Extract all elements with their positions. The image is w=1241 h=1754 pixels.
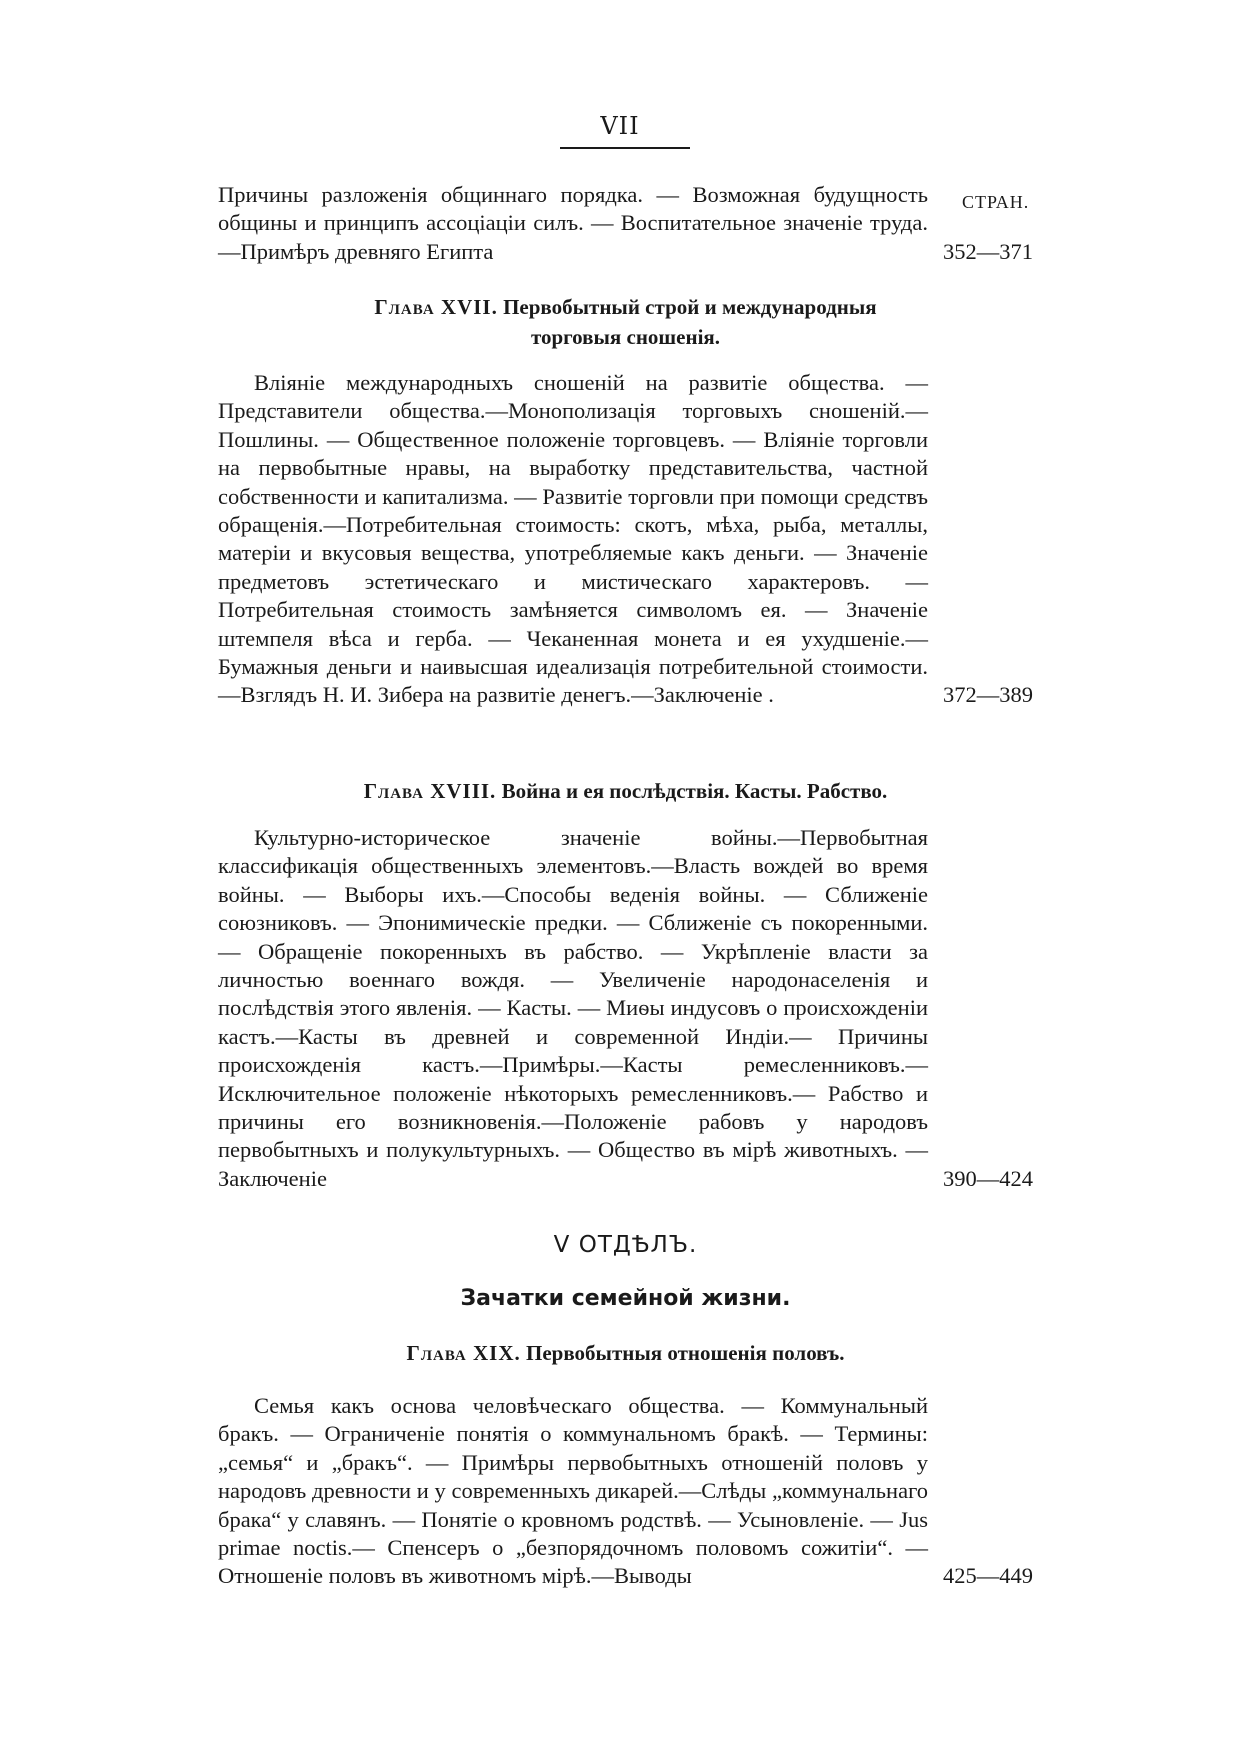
chapter-label: Глава XVII. xyxy=(374,295,498,319)
chapter-heading xyxy=(218,292,1033,352)
entry-text: Вліяніе международныхъ сношеній на развитіе общества. — Представители общества.—Монополизація торговыхъ сношеній.— Пошлины. — Общественное положеніе торговцевъ. — Вліяніе торговли на первобытные нравы, на выработку представительства, частной собственности и капитализма. — Развитіе торговли при помощи средствъ обращенія.—Потребительная стоимость: скотъ, мѣха, рыба, металлы, матеріи и вкусовыя вещества, употребляемые какъ деньги. — Значеніе предметовъ эстетическаго и мистическаго характеровъ. — Потребительная стоимость замѣняется символомъ ея. — Значеніе штемпеля вѣса и герба. — Чеканенная монета и ея ухудшеніе.—Бумажныя деньги и наивысшая идеализація потребительной стоимости.—Взглядъ Н. И. Зибера на развитіе денегъ.—Заключеніе . xyxy=(218,370,928,708)
section-title: V ОТДѢЛЪ. xyxy=(553,1232,698,1258)
chapter-heading xyxy=(218,776,1033,806)
page-number-rule xyxy=(560,147,690,149)
column-header: СТРАН. xyxy=(962,192,1030,212)
toc-entry xyxy=(218,369,1033,710)
toc-entry xyxy=(218,1392,1033,1591)
entry-pages: 352—371 xyxy=(943,238,1033,264)
entry-pages: 425—449 xyxy=(943,1563,1033,1589)
entry-text: Культурно-историческое значеніе войны.—Первобытная классификація общественныхъ элементовъ.—Власть вождей во время войны. — Выборы ихъ.—Способы веденія войны. — Сближеніе союзниковъ. — Эпонимическіе предки. — Сближеніе съ покоренными. — Обращеніе покоренныхъ въ рабство. — Укрѣпленіе власти за личностью военнаго вождя. — Увеличеніе народонаселенія и послѣдствія этого явленія. — Касты. — Миѳы индусовъ о происхожденіи кастъ.—Касты въ древней и современной Индіи.— Причины происхожденія кастъ.—Примѣры.—Касты ремесленниковъ.—Исключительное положеніе нѣкоторыхъ ремесленниковъ.— Рабство и причины его возникновенія.—Положеніе рабовъ у народовъ первобытныхъ и полукультурныхъ. — Общество въ мірѣ животныхъ. —Заключеніе xyxy=(218,825,928,1191)
toc-entry xyxy=(218,824,1033,1193)
entry-text: Семья какъ основа человѣческаго общества. — Коммунальный бракъ. — Ограниченіе понятія о коммунальномъ бракѣ. — Термины: „семья“ и „бракъ“. — Примѣры первобытныхъ отношеній половъ у народовъ древности и у современныхъ дикарей.—Слѣды „коммунальнаго брака“ у славянъ. — Понятіе о кровномъ родствѣ. — Усыновленіе. — Jus primae noctis.— Спенсеръ о „безпорядочномъ половомъ сожитіи“. — Отношеніе половъ въ животномъ мірѣ.—Выводы xyxy=(218,1393,928,1589)
chapter-label: Глава XIX. xyxy=(406,1341,521,1365)
chapter-title: Первобытныя отношенія половъ. xyxy=(526,1341,845,1365)
chapter-label: Глава XVIII. xyxy=(363,779,497,803)
chapter-title: Война и ея послѣдствія. Касты. Рабство. xyxy=(501,779,888,803)
section-subtitle: Зачатки семейной жизни. xyxy=(460,1286,791,1311)
entry-pages: 390—424 xyxy=(943,1165,1033,1191)
entry-pages: 372—389 xyxy=(943,682,1033,708)
chapter-title: Первобытный строй и международныя торговыя сношенія. xyxy=(503,295,877,349)
page-number: VII xyxy=(600,112,640,140)
entry-text: Причины разложенія общиннаго порядка. — Возможная будущность общины и принципъ ассоціаціи силъ. — Воспитательное значеніе труда.—Примѣръ древняго Египта xyxy=(218,182,928,264)
chapter-heading xyxy=(218,1338,1033,1368)
toc-entry xyxy=(218,181,1033,266)
